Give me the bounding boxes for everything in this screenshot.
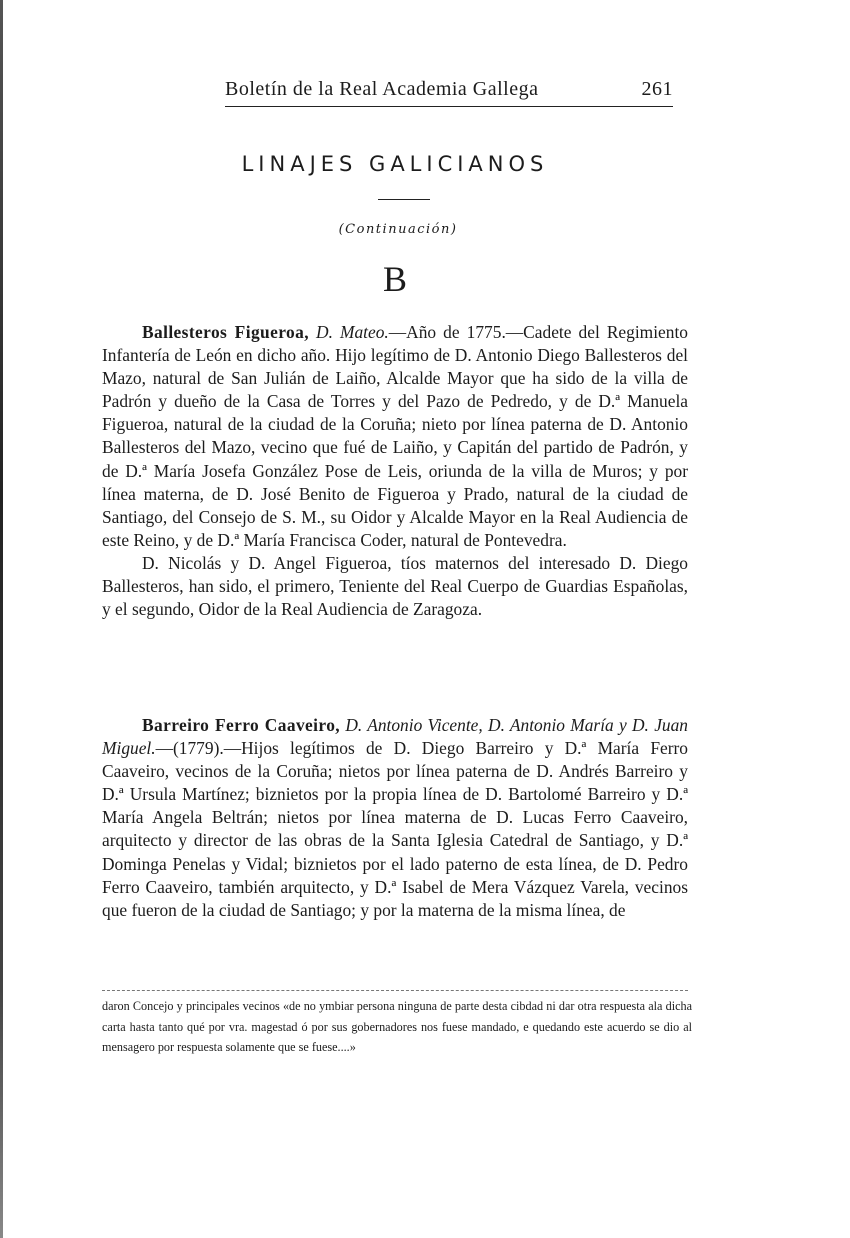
running-title: Boletín de la Real Academia Gallega bbox=[225, 78, 539, 100]
entry-ballesteros-figueroa bbox=[102, 321, 688, 621]
footnote-rule bbox=[102, 990, 688, 991]
entry-paragraph bbox=[102, 714, 688, 922]
entry-text: —Año de 1775.—Cadete del Regimiento Infantería de León en dicho año. Hijo legítimo de D. Antonio Diego Ballesteros del Mazo, natural de San Julián de Laiño, Alcalde Mayor que ha sido de la villa de Padrón y dueño de la Casa de Torres y del Pazo de Pedredo, y de D.ª Manuela Figueroa, natural de la ciudad de la Coruña; nieto por línea paterna de D. Antonio Ballesteros del Mazo, vecino que fué de Laiño, y Capitán del partido de Padrón, y de D.ª María Josefa González Pose de Leis, oriunda de la villa de Muros; y por línea materna, de D. José Benito de Figueroa y Prado, natural de la ciudad de Santiago, del Consejo de S. M., su Oidor y Alcalde Mayor en la Real Audiencia de este Reino, y de D.ª María Francisca Coder, natural de Pontevedra. bbox=[102, 322, 688, 550]
title-rule bbox=[378, 199, 430, 200]
entry-paragraph bbox=[102, 321, 688, 552]
entry-barreiro-ferro-caaveiro bbox=[102, 714, 688, 922]
scan-edge bbox=[0, 0, 3, 1238]
entry-surname: Barreiro Ferro Caaveiro, bbox=[142, 715, 341, 735]
entry-given-name: D. Antonio Vicente, D. Antonio María y D. Juan Miguel. bbox=[102, 715, 688, 759]
entry-text: —(1779).—Hijos legítimos de D. Diego Barreiro y D.ª María Ferro Caaveiro, vecinos de la Coruña; nietos por línea paterna de D. Andrés Barreiro y D.ª Ursula Martínez; biznietos por la propia línea de D. Bartolomé Barreiro y D.ª María Angela Beltrán; nietos por línea materna de D. Lucas Ferro Caaveiro, arquitecto y director de las obras de la Santa Iglesia Catedral de Santiago, y D.ª Dominga Penelas y Vidal; biznietos por el lado paterno de esta línea, de D. Pedro Ferro Caaveiro, también arquitecto, y D.ª Isabel de Mera Vázquez Varela, vecinos que fueron de la ciudad de Santiago; y por la materna de la misma línea, de bbox=[102, 738, 688, 920]
article-title: LINAJES GALICIANOS bbox=[241, 152, 549, 176]
section-letter: B bbox=[382, 259, 407, 299]
footnote: daron Concejo y principales vecinos «de no ymbiar persona ninguna de parte desta cibdad ni dar otra respuesta ala dicha carta hasta tanto qué por vra. magestad ó por sus gobernadores nos fuese mandado, e quedando este acuerdo se dio al mensagero por respuesta solamente que se fuese....» bbox=[102, 999, 692, 1055]
entry-paragraph: D. Nicolás y D. Angel Figueroa, tíos maternos del interesado D. Diego Ballesteros, han sido, el primero, Teniente del Real Cuerpo de Guardias Españolas, y el segundo, Oidor de la Real Audiencia de Zaragoza. bbox=[102, 552, 688, 620]
header-rule bbox=[225, 106, 673, 107]
page-number: 261 bbox=[641, 78, 673, 100]
entry-surname: Ballesteros Figueroa, bbox=[142, 322, 309, 342]
continuation-note: (Continuación) bbox=[338, 222, 458, 237]
entry-given-name: D. Mateo. bbox=[316, 322, 389, 342]
